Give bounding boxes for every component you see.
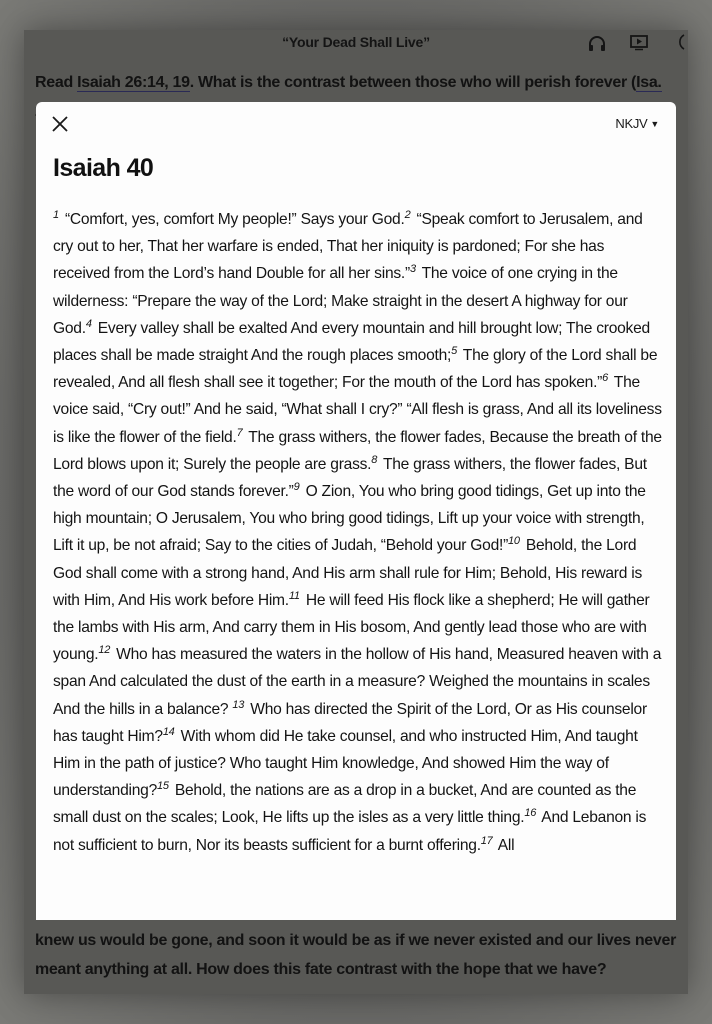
close-icon[interactable] xyxy=(50,114,70,134)
verse-number: 5 xyxy=(451,345,457,358)
verse-number: 17 xyxy=(480,834,493,847)
verse-number: 10 xyxy=(508,535,520,548)
verse-text: “Comfort, yes, comfort My people!” Says your God. xyxy=(60,211,405,228)
verse-text: Behold, the Lord God shall come with a strong hand, And His arm shall rule for Him; Behold, His reward is with Him, And His work before Him. xyxy=(53,537,643,609)
video-play-icon[interactable] xyxy=(630,35,648,51)
verse-text: The glory of the Lord shall be revealed, And all flesh shall see it together; For the mouth of the Lord has spoken.” xyxy=(53,347,658,392)
verse-text: He will feed His flock like a shepherd; He will gather the lambs with His arm, And carry them in His bosom, And gently lead those who are with young. xyxy=(53,591,650,664)
lesson-title: “Your Dead Shall Live” xyxy=(282,34,430,50)
verse-number: 9 xyxy=(293,481,300,494)
chapter-title: Isaiah 40 xyxy=(53,154,154,182)
passage-text xyxy=(53,206,663,859)
verse-text: “Speak comfort to Jerusalem, and cry out to her, That her warfare is ended, That her iniquity is pardoned; For she has received from the Lord’s hand Double for all her sins.” xyxy=(53,211,643,283)
question-text: . What is the contrast between those who will perish forever ( xyxy=(189,74,637,91)
lesson-paragraph-line: meant anything at all. How does this fate contrast with the hope that we have? xyxy=(35,961,607,978)
version-selector[interactable] xyxy=(615,116,659,131)
verse-text: And Lebanon is not sufficient to burn, Nor its beasts sufficient for a burnt offering. xyxy=(53,809,647,854)
verse-number: 15 xyxy=(157,780,169,793)
headphones-icon[interactable] xyxy=(588,35,606,51)
lesson-topbar xyxy=(24,30,688,60)
verse-number: 1 xyxy=(53,209,59,221)
scripture-link[interactable]: Isa. xyxy=(636,74,662,91)
verse-number: 3 xyxy=(409,263,416,276)
version-label: NKJV xyxy=(615,116,648,131)
caret-down-icon: ▼ xyxy=(650,119,659,129)
verse-text: O Zion, You who bring good tidings, Get up into the high mountain; O Jerusalem, You who bring good tidings, Lift up your voice with strength, Lift it up, be not afraid; Say to the cities of Judah, “Behold your God!” xyxy=(53,483,646,555)
verse-text: The grass withers, the flower fades, But the word of our God stands forever.” xyxy=(53,455,647,501)
question-text: Read xyxy=(35,74,78,91)
more-icon[interactable] xyxy=(674,33,688,51)
verse-text: All xyxy=(494,836,515,854)
verse-text: With whom did He take counsel, and who instructed Him, And taught Him in the path of justice? Who taught Him knowledge, And showed Him the way of understanding? xyxy=(53,727,638,800)
verse-text: Who has measured the waters in the hollow of His hand, Measured heaven with a span And calculated the dust of the earth in a measure? Weighed the mountains in scales And the hills in a balance? xyxy=(53,646,662,718)
scripture-link[interactable]: Isaiah 26:14, 19 xyxy=(77,74,190,91)
lesson-paragraph-line: knew us would be gone, and soon it would be as if we never existed and our lives never xyxy=(35,932,677,949)
verse-number: 7 xyxy=(236,426,243,439)
verse-number: 11 xyxy=(288,589,300,602)
verse-text: Behold, the nations are as a drop in a bucket, And are counted as the small dust on the scales; Look, He lifts up the isles as a very little thing. xyxy=(53,782,637,827)
verse-number: 2 xyxy=(404,209,411,221)
verse-text: Every valley shall be exalted And every mountain and hill brought low; The crooked places shall be made straight And the rough places smooth; xyxy=(53,319,650,365)
verse-number: 8 xyxy=(371,453,378,466)
verse-number: 13 xyxy=(232,698,245,711)
verse-number: 6 xyxy=(602,372,608,385)
verse-number: 14 xyxy=(162,725,175,738)
verse-number: 12 xyxy=(98,644,111,657)
verse-text: The voice of one crying in the wilderness: “Prepare the way of the Lord; Make straight in the desert A highway for our God. xyxy=(53,265,628,337)
verse-text: Who has directed the Spirit of the Lord, Or as His counselor has taught Him? xyxy=(53,700,647,745)
scripture-modal xyxy=(36,102,676,920)
verse-number: 4 xyxy=(85,317,92,330)
study-question xyxy=(35,68,675,97)
verse-text: The voice said, “Cry out!” And he said, “What shall I cry?” “All flesh is grass, And all its loveliness is like the flower of the field. xyxy=(53,374,662,446)
verse-number: 16 xyxy=(524,807,537,820)
verse-text: The grass withers, the flower fades, Because the breath of the Lord blows upon it; Surely the people are grass. xyxy=(53,428,662,473)
